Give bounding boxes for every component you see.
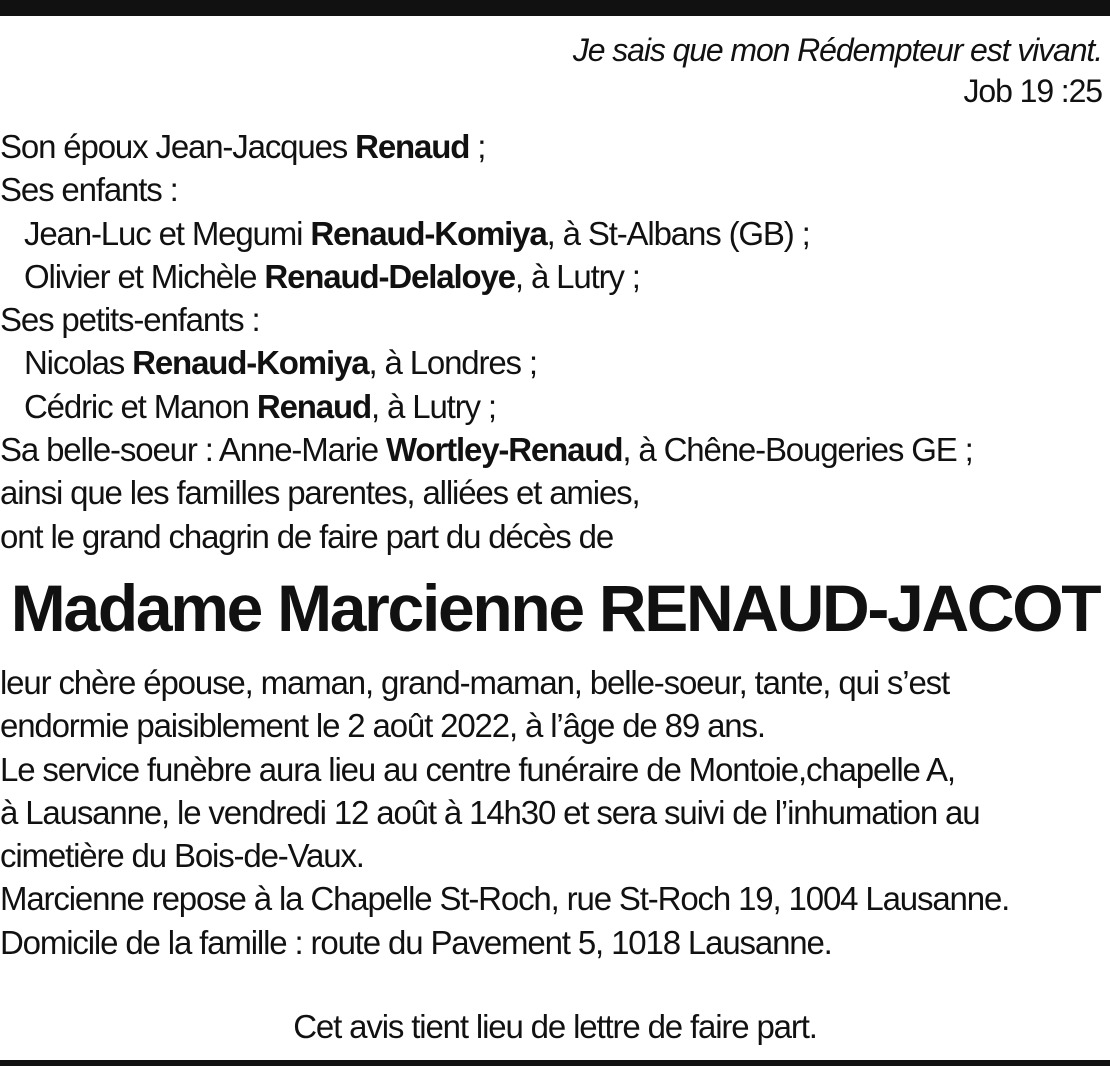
family-line-text: Ses enfants :	[0, 171, 178, 209]
family-line	[0, 298, 1110, 341]
family-line-text: Jean-Luc et Megumi	[24, 214, 311, 252]
footer-note: Cet avis tient lieu de lettre de faire part.	[293, 1008, 817, 1045]
family-line	[0, 515, 1110, 558]
family-line	[0, 428, 1110, 471]
family-line-suffix: , à Lutry ;	[514, 257, 640, 295]
family-line-text: Olivier et Michèle	[24, 257, 265, 295]
family-surname: Renaud-Delaloye	[264, 257, 515, 295]
family-surname: Renaud-Komiya	[310, 214, 547, 252]
verse-reference: Job 19 :25	[963, 73, 1102, 109]
family-line	[0, 255, 1110, 298]
family-line-text: ainsi que les familles parentes, alliées et amies,	[0, 474, 640, 512]
family-line-text: ont le grand chagrin de faire part du décès de	[0, 517, 614, 555]
family-line-text: Cédric et Manon	[24, 387, 257, 425]
bottom-border-rule	[0, 1060, 1110, 1066]
details-line: leur chère épouse, maman, grand-maman, belle-soeur, tante, qui s’est	[0, 664, 950, 701]
top-border-rule	[0, 0, 1110, 16]
family-surname: Renaud	[355, 128, 470, 165]
family-line-suffix: ;	[469, 128, 486, 165]
family-line	[0, 471, 1110, 514]
family-line	[0, 125, 1110, 168]
family-list	[0, 125, 1110, 558]
details-line: endormie paisiblement le 2 août 2022, à l’âge de 89 ans.	[0, 707, 765, 745]
details-line: cimetière du Bois-de-Vaux.	[0, 837, 364, 875]
details-line: Le service funèbre aura lieu au centre funéraire de Montoie,chapelle A,	[0, 750, 955, 788]
family-surname: Wortley-Renaud	[386, 431, 623, 469]
family-line-suffix: , à Chêne-Bougeries GE ;	[622, 431, 973, 469]
family-line-text: Sa belle-soeur : Anne-Marie	[0, 431, 387, 469]
verse-quote: Je sais que mon Rédempteur est vivant.	[572, 32, 1102, 68]
family-line	[0, 341, 1110, 384]
family-line-text: Ses petits-enfants :	[0, 301, 260, 339]
funeral-details	[0, 661, 1110, 964]
family-line-suffix: , à Lutry ;	[371, 387, 496, 425]
details-line: Marcienne repose à la Chapelle St-Roch, rue St-Roch 19, 1004 Lausanne.	[0, 880, 1010, 918]
family-line	[0, 168, 1110, 211]
family-line-text: Son époux Jean-Jacques	[0, 128, 356, 165]
family-line-text: Nicolas	[24, 344, 133, 382]
family-line	[0, 212, 1110, 255]
family-surname: Renaud	[256, 387, 372, 425]
family-line-suffix: , à St-Albans (GB) ;	[546, 214, 810, 252]
bible-verse	[573, 30, 1102, 112]
family-line-suffix: , à Londres ;	[368, 344, 537, 382]
deceased-name-heading: Madame Marcienne RENAUD-JACOT	[10, 571, 1100, 645]
family-line	[0, 385, 1110, 428]
details-line: à Lausanne, le vendredi 12 août à 14h30 et sera suivi de l’inhumation au	[0, 793, 980, 831]
family-surname: Renaud-Komiya	[132, 344, 369, 382]
details-line: Domicile de la famille : route du Pavement 5, 1018 Lausanne.	[0, 923, 832, 961]
